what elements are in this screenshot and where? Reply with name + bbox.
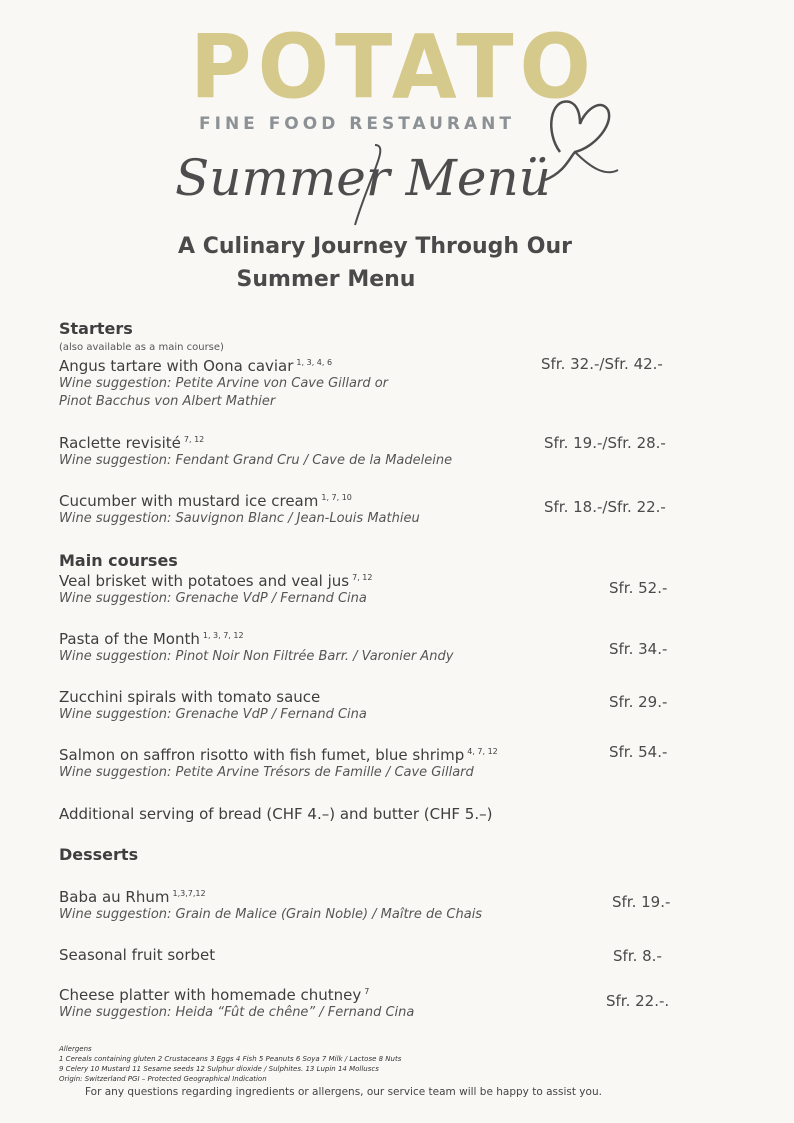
wine-suggestion: Wine suggestion: Grenache VdP / Fernand Cina bbox=[59, 707, 367, 722]
allergen-codes: 1, 7, 10 bbox=[321, 493, 352, 502]
item-price: Sfr. 22.-. bbox=[606, 992, 670, 1010]
item-price: Sfr. 29.- bbox=[609, 693, 668, 711]
allergen-codes: 1, 3, 7, 12 bbox=[202, 631, 244, 640]
wine-suggestion: Wine suggestion: Sauvignon Blanc / Jean-Louis Mathieu bbox=[59, 511, 420, 526]
item-price: Sfr. 54.- bbox=[609, 743, 668, 761]
wine-suggestion: Wine suggestion: Grenache VdP / Fernand Cina bbox=[59, 591, 367, 606]
item-name: Cheese platter with homemade chutney bbox=[59, 986, 362, 1004]
menu-item bbox=[59, 688, 679, 724]
origin-note: Origin: Switzerland PGI – Protected Geographical Indication bbox=[59, 1075, 267, 1083]
menu-item bbox=[59, 986, 679, 1022]
allergen-codes: 1, 3, 4, 6 bbox=[296, 358, 333, 367]
allergens-legend bbox=[59, 1044, 401, 1084]
wine-suggestion: Wine suggestion: Pinot Noir Non Filtrée Barr. / Varonier Andy bbox=[59, 649, 454, 664]
menu-item bbox=[59, 572, 679, 608]
service-note: For any questions regarding ingredients or allergens, our service team will be happy to assist you. bbox=[85, 1086, 602, 1098]
menu-item bbox=[59, 746, 679, 782]
restaurant-subtitle: FINE FOOD RESTAURANT bbox=[199, 114, 515, 134]
menu-item bbox=[59, 630, 679, 666]
item-name: Zucchini spirals with tomato sauce bbox=[59, 688, 321, 706]
wine-suggestion: Wine suggestion: Heida “Fût de chêne” / Fernand Cina bbox=[59, 1005, 415, 1020]
item-price: Sfr. 19.- bbox=[612, 893, 671, 911]
item-name: Seasonal fruit sorbet bbox=[59, 946, 216, 964]
item-name: Baba au Rhum bbox=[59, 888, 170, 906]
section-title-starters: Starters bbox=[59, 319, 133, 338]
headline-line-1: A Culinary Journey Through Our bbox=[178, 234, 572, 259]
heart-icon bbox=[540, 92, 620, 187]
svg-text:Summer Menü: Summer Menü bbox=[175, 149, 551, 207]
item-name: Raclette revisité bbox=[59, 434, 181, 452]
wine-suggestion: Wine suggestion: Grain de Malice (Grain Noble) / Maître de Chais bbox=[59, 907, 483, 922]
item-price: Sfr. 19.-/Sfr. 28.- bbox=[544, 434, 666, 452]
allergens-title: Allergens bbox=[59, 1045, 92, 1053]
bread-butter-note: Additional serving of bread (CHF 4.–) and butter (CHF 5.–) bbox=[59, 805, 493, 823]
item-name: Cucumber with mustard ice cream bbox=[59, 492, 319, 510]
item-price: Sfr. 32.-/Sfr. 42.- bbox=[541, 355, 663, 373]
item-price: Sfr. 8.- bbox=[613, 947, 662, 965]
item-name: Angus tartare with Oona caviar bbox=[59, 357, 294, 375]
item-price: Sfr. 34.- bbox=[609, 640, 668, 658]
headline-line-2: Summer Menu bbox=[236, 267, 416, 292]
starters-note: (also available as a main course) bbox=[59, 342, 224, 353]
item-price: Sfr. 52.- bbox=[609, 579, 668, 597]
item-name: Salmon on saffron risotto with fish fumet, blue shrimp bbox=[59, 746, 465, 764]
menu-item bbox=[59, 946, 679, 964]
allergen-codes: 4, 7, 12 bbox=[467, 747, 498, 756]
wine-suggestion: Wine suggestion: Petite Arvine von Cave Gillard or bbox=[59, 376, 389, 391]
menu-item bbox=[59, 888, 679, 924]
allergen-codes: 7, 12 bbox=[183, 435, 205, 444]
wine-suggestion: Wine suggestion: Petite Arvine Trésors de Famille / Cave Gillard bbox=[59, 765, 474, 780]
allergen-codes: 7, 12 bbox=[352, 573, 373, 582]
item-name: Veal brisket with potatoes and veal jus bbox=[59, 572, 350, 590]
allergens-line-1: 1 Cereals containing gluten 2 Crustaceans 3 Eggs 4 Fish 5 Peanuts 6 Soya 7 Milk / Lactose 8 Nuts bbox=[59, 1055, 402, 1063]
restaurant-logo: POTATO bbox=[190, 15, 597, 119]
section-title-mains: Main courses bbox=[59, 551, 178, 570]
allergens-line-2: 9 Celery 10 Mustard 11 Sesame seeds 12 Sulphur dioxide / Sulphites. 13 Lupin 14 Molluscs bbox=[59, 1065, 379, 1073]
wine-suggestion-cont: Pinot Bacchus von Albert Mathier bbox=[59, 394, 276, 409]
allergen-codes: 7 bbox=[364, 987, 370, 996]
item-name: Pasta of the Month bbox=[59, 630, 200, 648]
menu-headline bbox=[0, 230, 794, 296]
wine-suggestion: Wine suggestion: Fendant Grand Cru / Cave de la Madeleine bbox=[59, 453, 453, 468]
allergen-codes: 1,3,7,12 bbox=[172, 889, 206, 898]
section-title-desserts: Desserts bbox=[59, 845, 139, 864]
item-price: Sfr. 18.-/Sfr. 22.- bbox=[544, 498, 666, 516]
